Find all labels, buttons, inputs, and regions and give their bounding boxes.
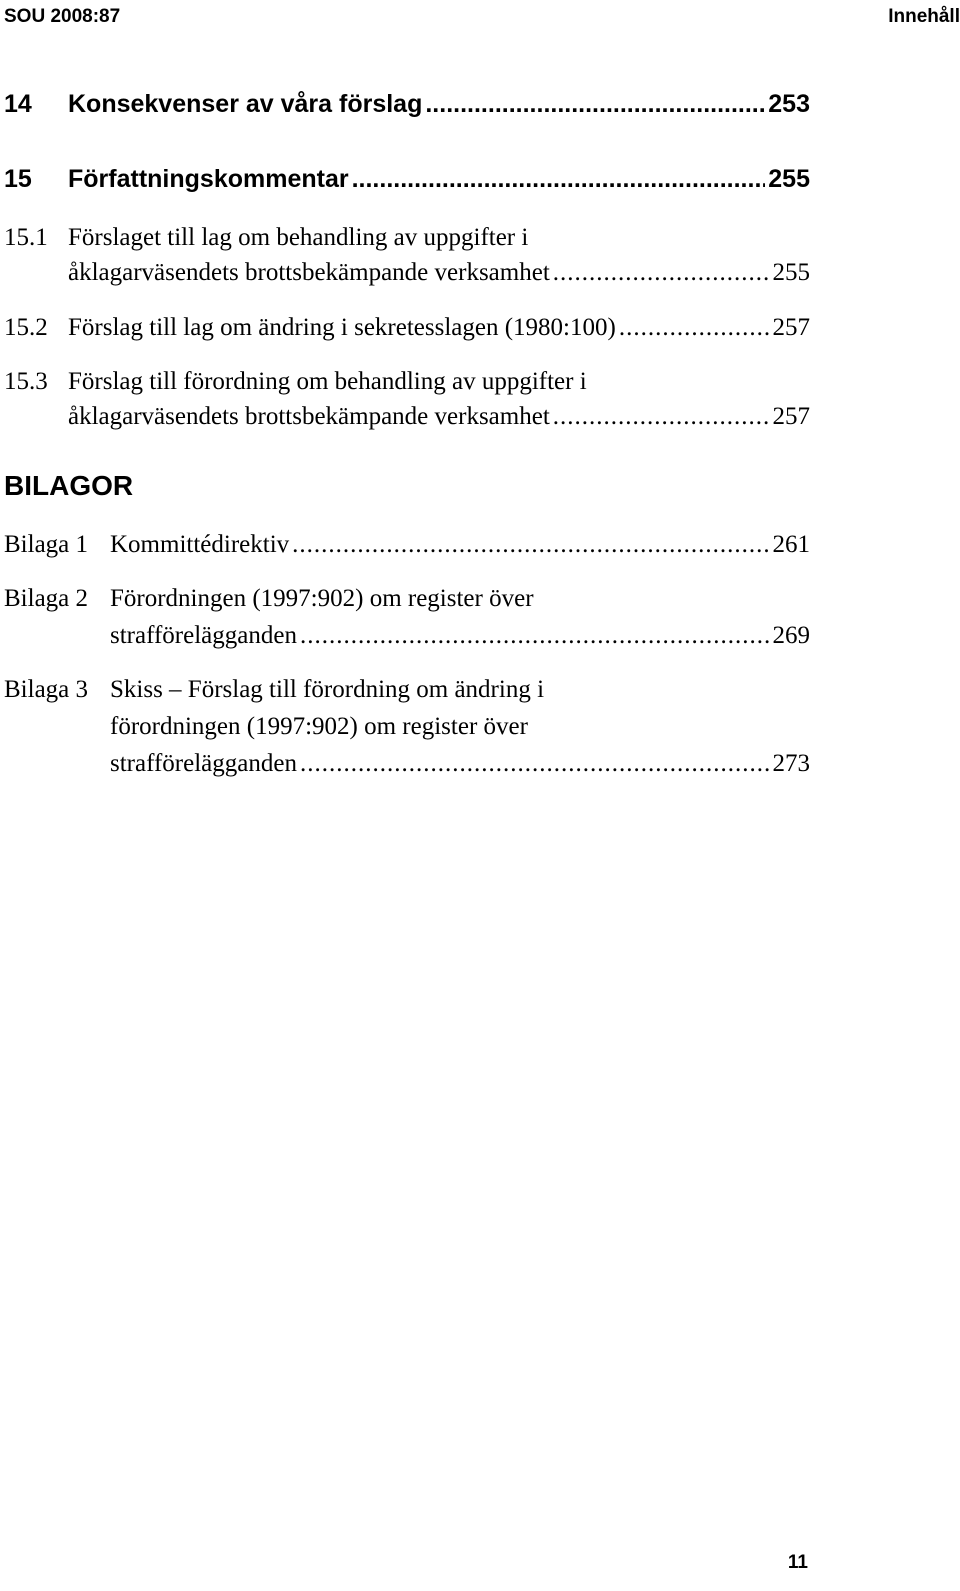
toc-chapter-14[interactable] <box>4 90 810 119</box>
dot-leader <box>300 617 770 654</box>
toc-section-15-2[interactable] <box>4 310 810 345</box>
toc-section-15-3[interactable] <box>4 364 810 434</box>
chapter-page: 255 <box>768 165 810 193</box>
annex-title-line: strafförelägganden <box>110 622 297 649</box>
section-title-line: Förslag till förordning om behandling av uppgifter i <box>68 368 587 395</box>
annex-label: Bilaga 2 <box>4 585 89 612</box>
annex-page: 261 <box>772 531 810 558</box>
chapter-number: 14 <box>4 90 32 118</box>
toc-annex-2[interactable] <box>4 580 810 654</box>
section-title-line: åklagarväsendets brottsbekämpande verksamhet <box>68 259 550 286</box>
annex-label: Bilaga 3 <box>4 676 89 703</box>
section-number: 15.3 <box>4 368 48 395</box>
chapter-number: 15 <box>4 165 32 193</box>
section-title-line: Förslag till lag om ändring i sekretesslagen (1980:100) <box>68 314 616 341</box>
annex-title-line: strafförelägganden <box>110 750 297 777</box>
page-number: 11 <box>787 1552 808 1573</box>
section-page: 257 <box>772 403 810 430</box>
dot-leader <box>292 526 769 563</box>
dot-leader <box>619 310 770 345</box>
toc-annex-1[interactable] <box>4 526 810 563</box>
annex-title-line: förordningen (1997:902) om register över <box>110 713 528 740</box>
section-title-line: åklagarväsendets brottsbekämpande verksamhet <box>68 403 550 430</box>
annex-title-line: Förordningen (1997:902) om register över <box>110 585 534 612</box>
dot-leader <box>553 399 770 434</box>
toc-section-15-1[interactable] <box>4 220 810 290</box>
section-page: 257 <box>772 314 810 341</box>
annex-heading: BILAGOR <box>4 470 134 501</box>
annex-label: Bilaga 1 <box>4 531 89 558</box>
section-title-line: Förslaget till lag om behandling av uppgifter i <box>68 224 529 251</box>
toc-annex-3[interactable] <box>4 671 810 782</box>
running-head-right: Innehåll <box>888 6 960 27</box>
annex-title-line: Kommittédirektiv <box>110 531 290 558</box>
dot-leader <box>352 165 766 194</box>
running-head-left: SOU 2008:87 <box>4 6 121 27</box>
annex-page: 269 <box>772 622 810 649</box>
chapter-title: Författningskommentar <box>68 165 349 193</box>
section-number: 15.1 <box>4 224 48 251</box>
annex-page: 273 <box>772 750 810 777</box>
section-page: 255 <box>772 259 810 286</box>
section-number: 15.2 <box>4 314 48 341</box>
dot-leader <box>553 255 770 290</box>
toc-chapter-15[interactable] <box>4 165 810 194</box>
dot-leader <box>300 745 770 782</box>
annex-title-line: Skiss – Förslag till förordning om ändring i <box>110 676 545 703</box>
dot-leader <box>425 90 765 119</box>
chapter-page: 253 <box>768 90 810 118</box>
chapter-title: Konsekvenser av våra förslag <box>68 90 423 118</box>
